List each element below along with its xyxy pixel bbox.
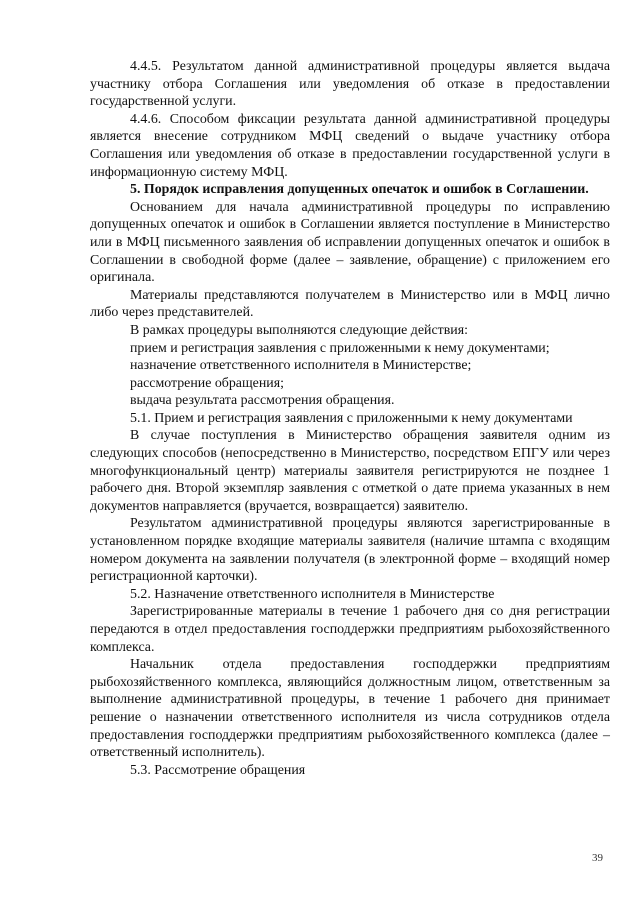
subsection-5-3-heading: 5.3. Рассмотрение обращения [130,762,306,778]
paragraph-4-4-6: 4.4.6. Способом фиксации результата данной административной процедуры является внесение сотрудником МФЦ сведений о выдаче участнику отбора Соглашения или уведомления об отказе в предоставлении государственной услуги в информационную систему МФЦ. [90,111,610,180]
paragraph: Результатом административной процедуры являются зарегистрированные в установленном порядке входящие материалы заявителя (наличие штампа с входящим номером документа на заявлении получателя (в электронной форме – входящий номер регистрационной карточки). [90,516,610,585]
document-body [90,58,610,779]
paragraph: Зарегистрированные материалы в течение 1 рабочего дня со дня регистрации передаются в отдел предоставления господдержки предприятиям рыбохозяйственного комплекса. [90,604,610,655]
list-item: прием и регистрация заявления с приложенными к нему документами; [130,340,550,356]
list-item: назначение ответственного исполнителя в Министерстве; [130,358,472,374]
paragraph: В рамках процедуры выполняются следующие действия: [130,322,468,338]
paragraph: Основанием для начала административной процедуры по исправлению допущенных опечаток и ошибок в Соглашении является поступление в Министерство или в МФЦ письменного заявления об исправлении допущенных опечаток и ошибок в Соглашении в свободной форме (далее – заявление, обращение) с приложением его оригинала. [90,199,610,286]
paragraph: Начальник отдела предоставления господдержки предприятиям рыбохозяйственного комплекса, являющийся должностным лицом, ответственным за выполнение административной процедуры, в течение 1 рабочего дня принимает решение о назначении ответственного исполнителя из числа сотрудников отдела предоставления господдержки предприятиям рыбохозяйственного комплекса (далее – ответственный исполнитель). [90,657,610,761]
section-5-heading: 5. Порядок исправления допущенных опечаток и ошибок в Соглашении. [130,182,589,198]
page-number: 39 [592,852,603,864]
paragraph: Материалы представляются получателем в Министерство или в МФЦ лично либо через представителей. [90,287,610,321]
subsection-5-1-heading: 5.1. Прием и регистрация заявления с приложенными к нему документами [130,410,573,426]
paragraph-4-4-5: 4.4.5. Результатом данной административной процедуры является выдача участнику отбора Соглашения или уведомления об отказе в предоставлении государственной услуги. [90,59,610,110]
list-item: рассмотрение обращения; [130,375,284,391]
subsection-5-2-heading: 5.2. Назначение ответственного исполнителя в Министерстве [130,586,495,602]
paragraph: В случае поступления в Министерство обращения заявителя одним из следующих способов (непосредственно в Министерство, посредством ЕПГУ или через многофункциональный центр) материалы заявителя регистрируются не позднее 1 рабочего дня. Второй экземпляр заявления с отметкой о дате приема указанных в нем документов направляется (вручается, возвращается) заявителю. [90,428,610,514]
list-item: выдача результата рассмотрения обращения. [130,393,395,409]
